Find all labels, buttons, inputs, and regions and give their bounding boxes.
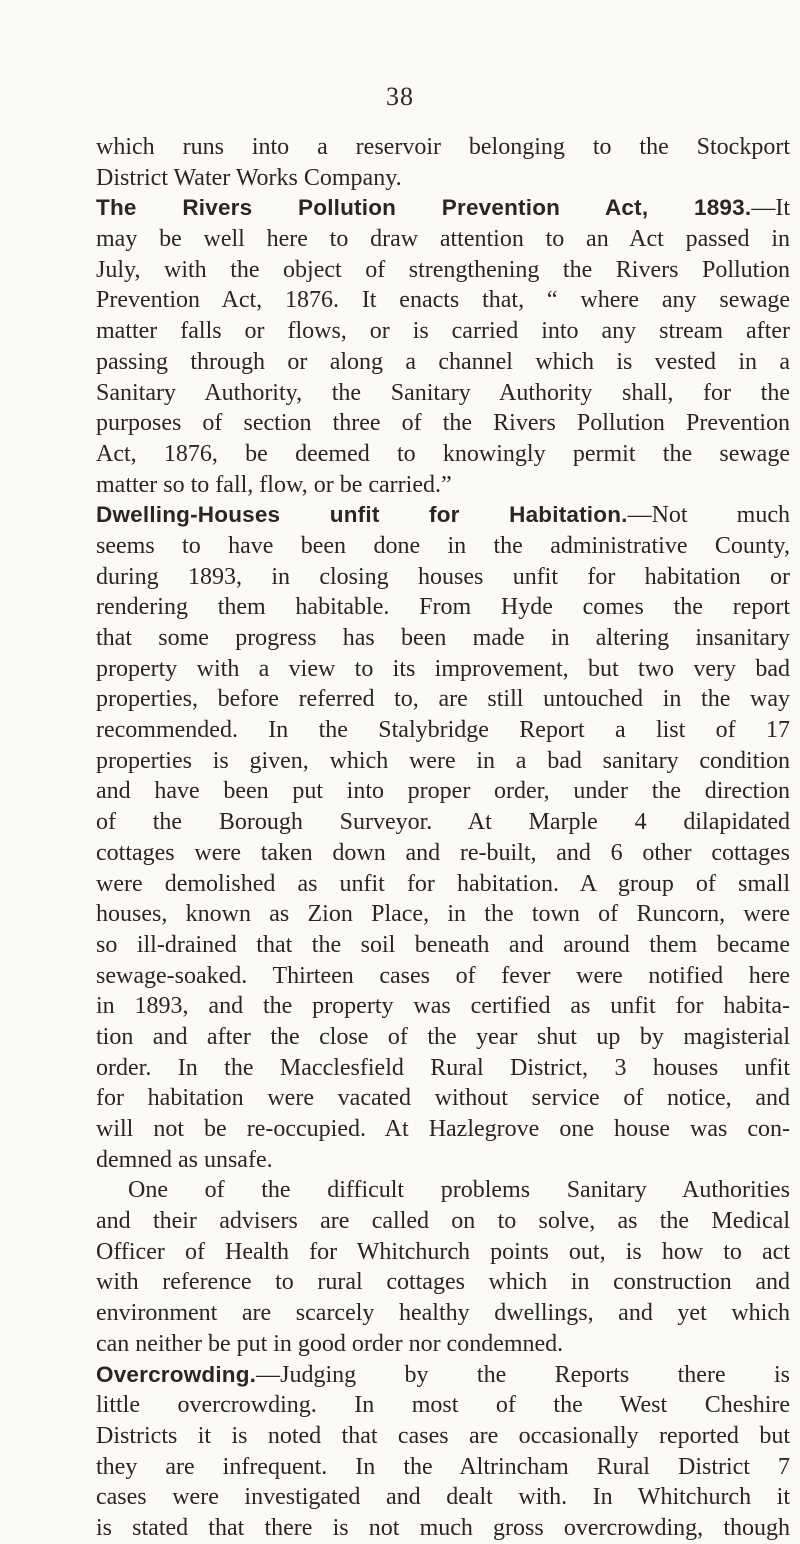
- line-text: seems to have been done in the administrative County,: [96, 532, 790, 559]
- text-line: [96, 1114, 790, 1145]
- section-heading: Overcrowding.: [96, 1361, 257, 1387]
- line-text: cottages were taken down and re-built, and 6 other cottages: [96, 839, 790, 866]
- text-line: [96, 562, 790, 593]
- text-line: [96, 623, 790, 654]
- line-text: properties, before referred to, are still untouched in the way: [96, 686, 790, 713]
- line-text: so ill-drained that the soil beneath and around them became: [96, 931, 790, 958]
- text-line: [96, 684, 790, 715]
- line-text: that some progress has been made in altering insanitary: [96, 625, 790, 651]
- line-text: rendering them habitable. From Hyde comes the report: [96, 594, 790, 621]
- line-text: Districts it is noted that cases are occasionally reported but: [96, 1422, 790, 1449]
- text-line: [96, 715, 790, 746]
- line-text: will not be re-occupied. At Hazlegrove one house was con-: [96, 1116, 790, 1142]
- text-line: [96, 132, 790, 163]
- line-text: houses, known as Zion Place, in the town of Runcorn, were: [96, 901, 790, 928]
- text-line: [96, 930, 790, 961]
- line-text: may be well here to draw attention to an Act passed in: [96, 226, 790, 253]
- text-line: [96, 869, 790, 900]
- text-line: [96, 961, 790, 992]
- line-text: is stated that there is not much gross overcrowding, though: [96, 1514, 790, 1541]
- line-text: in 1893, and the property was certified as unfit for habita-: [96, 993, 790, 1020]
- text-line: [96, 1175, 790, 1206]
- section-heading: The Rivers Pollution Prevention Act, 1893.: [96, 195, 752, 221]
- line-text: Prevention Act, 1876. It enacts that, “ where any sewage: [96, 287, 790, 314]
- text-line: [96, 1513, 790, 1544]
- text-line: [96, 746, 790, 777]
- line-text: they are infrequent. In the Altrincham Rural District 7: [96, 1453, 790, 1480]
- line-text: recommended. In the Stalybridge Report a list of 17: [96, 717, 790, 744]
- paragraph: [96, 1360, 790, 1544]
- line-text: —Not much: [627, 502, 790, 529]
- line-text: cases were investigated and dealt with. In Whitchurch it: [96, 1484, 790, 1511]
- text-line: [96, 1083, 790, 1114]
- section-heading: Dwelling-Houses unfit for Habitation.: [96, 502, 628, 528]
- line-text: One of the difficult problems Sanitary Authorities: [128, 1177, 790, 1204]
- line-text: property with a view to its improvement, but two very bad: [96, 655, 790, 682]
- text-line: [96, 1390, 790, 1421]
- text-line: [96, 224, 790, 255]
- paragraph: [96, 500, 790, 1175]
- paragraph: [96, 193, 790, 500]
- line-text: sewage-soaked. Thirteen cases of fever were notified here: [96, 962, 790, 989]
- line-text: were demolished as unfit for habitation. A group of small: [96, 870, 790, 897]
- line-text: —It: [751, 195, 790, 222]
- text-line: [96, 1298, 790, 1329]
- line-text: with reference to rural cottages which in construction and: [96, 1269, 790, 1296]
- line-text: and have been put into proper order, under the direction: [96, 778, 790, 805]
- line-text: demned as unsafe.: [96, 1146, 273, 1173]
- text-line: [96, 1452, 790, 1483]
- line-text: during 1893, in closing houses unfit for habitation or: [96, 563, 790, 590]
- text-line: [96, 531, 790, 562]
- text-line: [96, 838, 790, 869]
- text-line: [96, 1267, 790, 1298]
- text-line: [96, 654, 790, 685]
- text-line: [96, 776, 790, 807]
- heading-line: [96, 193, 790, 224]
- line-text: which runs into a reservoir belonging to the Stockport: [96, 134, 790, 160]
- line-text: can neither be put in good order nor condemned.: [96, 1330, 564, 1357]
- line-text: matter so to fall, flow, or be carried.”: [96, 471, 452, 498]
- paragraph: [96, 132, 790, 193]
- line-text: Act, 1876, be deemed to knowingly permit the sewage: [96, 440, 790, 467]
- line-text: of the Borough Surveyor. At Marple 4 dilapidated: [96, 809, 790, 836]
- text-line: [96, 378, 790, 409]
- text-line: [96, 285, 790, 316]
- line-text: matter falls or flows, or is carried into any stream after: [96, 318, 790, 345]
- text-line: [96, 163, 790, 194]
- text-line: [96, 439, 790, 470]
- line-text: —Judging by the Reports there is: [256, 1361, 790, 1388]
- text-line: [96, 1145, 790, 1176]
- line-text: passing through or along a channel which is vested in a: [96, 348, 790, 375]
- line-text: Officer of Health for Whitchurch points out, is how to act: [96, 1238, 790, 1265]
- line-text: Sanitary Authority, the Sanitary Authority shall, for the: [96, 379, 790, 406]
- text-line: [96, 1237, 790, 1268]
- text-line: [96, 408, 790, 439]
- body-text: [96, 132, 790, 1544]
- text-line: [96, 1421, 790, 1452]
- line-text: environment are scarcely healthy dwellings, and yet which: [96, 1300, 790, 1327]
- line-text: and their advisers are called on to solve, as the Medical: [96, 1208, 790, 1235]
- text-line: [96, 1329, 790, 1360]
- line-text: properties is given, which were in a bad sanitary condition: [96, 747, 790, 774]
- page-number: 38: [386, 82, 414, 111]
- text-line: [96, 1482, 790, 1513]
- text-line: [96, 1022, 790, 1053]
- text-line: [96, 1206, 790, 1237]
- text-line: [96, 316, 790, 347]
- text-line: [96, 807, 790, 838]
- line-text: tion and after the close of the year shut up by magisterial: [96, 1023, 790, 1050]
- paragraph: [96, 1175, 790, 1359]
- text-line: [96, 470, 790, 501]
- text-line: [96, 991, 790, 1022]
- line-text: purposes of section three of the Rivers Pollution Prevention: [96, 410, 790, 437]
- text-line: [96, 255, 790, 286]
- line-text: little overcrowding. In most of the West Cheshire: [96, 1392, 790, 1419]
- line-text: July, with the object of strengthening the Rivers Pollution: [96, 256, 790, 283]
- line-text: order. In the Macclesfield Rural District, 3 houses unfit: [96, 1054, 790, 1081]
- line-text: for habitation were vacated without service of notice, and: [96, 1085, 790, 1112]
- text-line: [96, 347, 790, 378]
- text-line: [96, 592, 790, 623]
- text-line: [96, 899, 790, 930]
- heading-line: [96, 1360, 790, 1391]
- line-text: District Water Works Company.: [96, 164, 402, 191]
- text-line: [96, 1053, 790, 1084]
- heading-line: [96, 500, 790, 531]
